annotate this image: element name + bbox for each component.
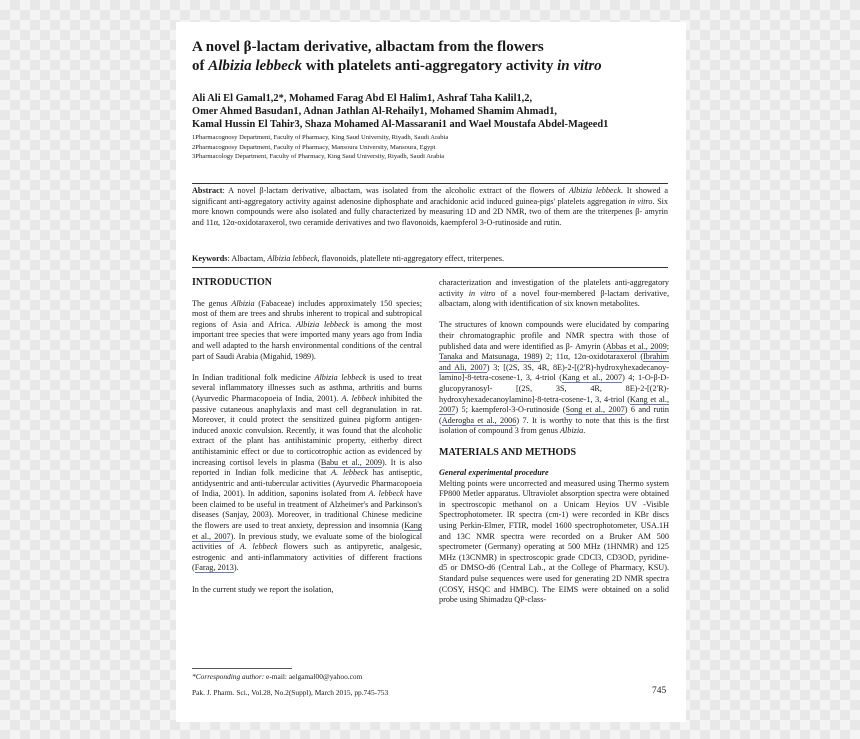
title-in-vitro: in vitro <box>557 58 602 74</box>
text: The genus <box>192 298 232 308</box>
text: ) 6 and rutin ( <box>439 405 670 425</box>
text: ) 7. It is worthy to note that this is the first isolation of compound 3 from genus <box>439 415 670 436</box>
keywords-text: , flavonoids, platellete nti-aggregatory effect, triterpenes. <box>317 254 505 263</box>
text: ) 5; kaempferol-3-O-rutinoside ( <box>455 405 566 415</box>
intro-paragraph-4 <box>439 320 669 437</box>
citation-link-kang[interactable]: Kang et al., 2007 <box>192 521 422 541</box>
text: have been claimed to be useful in treatment of Alzheimer's and Parkinson's diseases (Sanjay, 2003). Moreover, in traditional Chinese medicine the flowers are used to treat anxiety, depression and insomnia ( <box>192 489 423 531</box>
general-procedure-heading: General experimental procedure <box>439 468 549 478</box>
genus-name: Albizia <box>231 298 255 308</box>
text: ) 3; [(2S, 3S, 4R, 8E)-2-[(2'R)-hydroxyhexadecanoy-lamino]-8-tetra-cosene-1, 3, 4-triol ( <box>439 362 669 383</box>
right-column <box>439 278 669 616</box>
citation-link-babu[interactable]: Babu et al., 2009 <box>320 457 382 467</box>
species-name: A. lebbeck <box>368 489 404 499</box>
text: ). <box>233 563 239 573</box>
keywords-species: Albizia lebbeck <box>267 254 318 263</box>
intro-paragraph-2 <box>192 373 422 574</box>
journal-citation: Pak. J. Pharm. Sci., Vol.28, No.2(Suppl), March 2015, pp.745-753 <box>192 688 389 697</box>
citation-link-farag[interactable]: Farag, 2013 <box>194 563 234 573</box>
text: is among the most important tree species that were imported many years ago from India and well adapted to the harsh environmental conditions of the central part of Saudi Arabia (Migahid, 1989). <box>192 319 422 361</box>
species-name: A. lebbeck <box>239 542 278 552</box>
text: characterization and investigation of the platelets anti-aggregatory activity <box>439 278 669 298</box>
paper-title <box>192 38 662 76</box>
keywords-bottom-rule <box>192 267 668 268</box>
text: The structures of known compounds were elucidated by comparing their chromatographic profile and NMR spectra with those of published data and were identified as β- Amyrin ( <box>439 320 669 351</box>
corresponding-author-note <box>192 672 362 681</box>
text: . <box>583 426 586 436</box>
citation-link-kang[interactable]: Kang et al., 2007 <box>561 373 623 383</box>
genus-name: Albizia <box>559 426 584 436</box>
citation-link-abbas[interactable]: Abbas et al., 2009 <box>605 341 667 351</box>
abstract <box>192 186 668 228</box>
text: ). It is also reported in Indian folk medicine that <box>192 457 422 478</box>
keywords-text: : Albactam, <box>227 254 268 263</box>
text: ). In previous study, we evaluate some of the biological activities of <box>192 531 422 552</box>
text: has antiseptic, antidysentric and anti-tubercular activities (Ayurvedic Pharmacopoeia of India, 2001). In addition, saponins isolated from <box>192 468 422 499</box>
intro-paragraph-3: In the current study we report the isolation, <box>192 584 334 594</box>
intro-paragraph-1 <box>192 299 422 363</box>
species-name: Albizia lebbeck <box>295 319 349 329</box>
abstract-top-rule <box>192 183 668 184</box>
citation-link-tanaka[interactable]: Tanaka and Matsunaga, 1989 <box>439 352 540 362</box>
corresponding-email: e-mail: aelgamal00@yahoo.com <box>264 672 363 681</box>
abstract-text: . It showed a significant anti-aggregatory activity against adenosine diphosphate and arachidonic acid induced guinea-pigs' platelets aggregation <box>192 186 669 206</box>
author-list <box>192 92 672 132</box>
text: ; <box>666 341 669 351</box>
species-name: A. lebbeck <box>331 468 368 478</box>
abstract-in-vitro: in vitro <box>628 196 653 206</box>
author-line-1: Ali Ali El Gamal1,2*, Mohamed Farag Abd El Halim1, Ashraf Taha Kalil1,2, <box>192 93 533 104</box>
citation-link-song[interactable]: Song et al., 2007 <box>565 405 625 415</box>
abstract-text: . Six more known compounds were also isolated and fully characterized by measuring 1D and 2D NMR, two of them are the triterpenes β- amyrin and 11α, 12α-oxidotaraxerol, two ceramide derivatives and two flavonoids, kaempferol 3-O-rutinoside and rutin. <box>192 196 668 227</box>
abstract-text: : A novel β-lactam derivative, albactam, was isolated from the alcoholic extract of the flowers of <box>222 186 569 195</box>
methods-paragraph-1: Melting points were uncorrected and measured using Thermo system FP800 Metler apparatus. Ultraviolet absorption spectra were obtained in spectroscopic methanol on a Unicam Heyios UV -Visible Spectrophotometer. IR spectra (cm-1) were recorded in KBr discs using Perkin-Elmer, FTIR, model 1600 spectrophotometer, USA.1H and 13C NMR spectra were recorded on a Bruker AM 500 spectrometer (Germany) operating at 500 MHz (1HNMR) and 125 MHz (13CNMR) in spectroscopic grade CDCl3, CD3OD, pyridine-d5 or DMSO-d6 (Central Lab., at the College of Pharmacy, KSU). Standard pulse sequences were used for generating 2D NMR spectra (COSY, HSQC and HMBC). The EIMS were obtained on a solid probe using Shimadzu QP-class- <box>439 478 669 605</box>
text: ) 4; 1-O-β-D-glucopyranosyl- [(2S, 3S, 4R, 8E)-2-[(2'R)-hydroxyhexadecanoylamino]-8-tetra-cosene-1, 3, 4-triol ( <box>439 373 669 404</box>
intro-paragraph-3-cont <box>439 278 669 310</box>
author-line-3: Kamal Hussin El Tahir3, Shaza Mohamed Al-Massarani1 and Wael Moustafa Abdel-Mageed1 <box>192 119 609 131</box>
affiliations <box>192 133 672 162</box>
title-mid: with platelets anti-aggregatory activity <box>302 58 558 74</box>
abstract-label: Abstract <box>192 186 223 195</box>
corresponding-label: *Corresponding author: <box>192 672 265 681</box>
page-number: 745 <box>652 686 667 696</box>
in-vitro-term: in vitro <box>468 288 496 298</box>
keywords <box>192 254 668 265</box>
materials-methods-heading: MATERIALS AND METHODS <box>439 446 577 458</box>
affiliation-3: 3Pharmacology Department, Faculty of Pharmacy, King Saud University, Riyadh, Saudi Arabia <box>192 153 445 161</box>
text: inhibited the passive cutaneous anaphylaxis and mast cell degranulation in rat. Moreover, it could protect the sensitized guinea pigform antigen-induced anoxic convulsion. Recently, it was found that the alcoholic extract of the plant has antihistaminic property, eitherby direct antihistaminic effect or due to corticotrophic action as evidenced by increasing cortisol levels in plasma ( <box>192 393 422 467</box>
abstract-species: Albizia lebbeck <box>568 186 621 195</box>
species-name: A. lebbeck <box>341 393 377 403</box>
author-line-2: Omer Ahmed Basudan1, Adnan Jathlan Al-Rehaily1, Mohamed Shamim Ahmad1, <box>192 106 557 118</box>
text: (Fabaceae) includes approximately 150 species; most of them are trees and shrubs inherent to tropical and subtropical regions of Asia and Africa. <box>192 298 422 329</box>
title-line-1: A novel β-lactam derivative, albactam from the flowers <box>192 39 544 55</box>
text: In Indian traditional folk medicine <box>192 372 315 382</box>
citation-link-aderogba[interactable]: Aderogba et al., 2006 <box>441 415 517 425</box>
left-column <box>192 278 422 606</box>
citation-link-kang[interactable]: Kang et al., 2007 <box>439 394 669 415</box>
title-species: Albizia lebbeck <box>208 58 302 74</box>
keywords-label: Keywords <box>192 254 228 263</box>
species-name: Albizia lebbeck <box>314 372 367 382</box>
affiliation-2: 2Pharmacognosy Department, Faculty of Pharmacy, Mansoura University, Mansoura, Egypt <box>192 143 436 151</box>
affiliation-1: 1Pharmacognosy Department, Faculty of Pharmacy, King Saud University, Riyadh, Saudi Arabia <box>192 134 449 141</box>
text: of a novel four-membered β-lactam derivative, albactam, along with identification of six known metabolites. <box>439 288 669 309</box>
text: ) 2; 11α, 12α-oxidotaraxerol ( <box>539 352 644 362</box>
title-prefix: of <box>192 58 209 74</box>
introduction-heading: INTRODUCTION <box>192 277 273 288</box>
text: flowers such as antipyretic, analgesic, estrogenic and anti-inflammatory activities of different fractions ( <box>192 542 422 573</box>
text: is used to treat several inflammatory illnesses such as asthma, arthritis and burns (Ayurvedic Pharmacopoeia of India, 2001). <box>192 372 422 403</box>
footnote-rule <box>192 668 292 669</box>
citation-link-ibrahim[interactable]: Ibrahim and Ali, 2007 <box>439 352 669 372</box>
